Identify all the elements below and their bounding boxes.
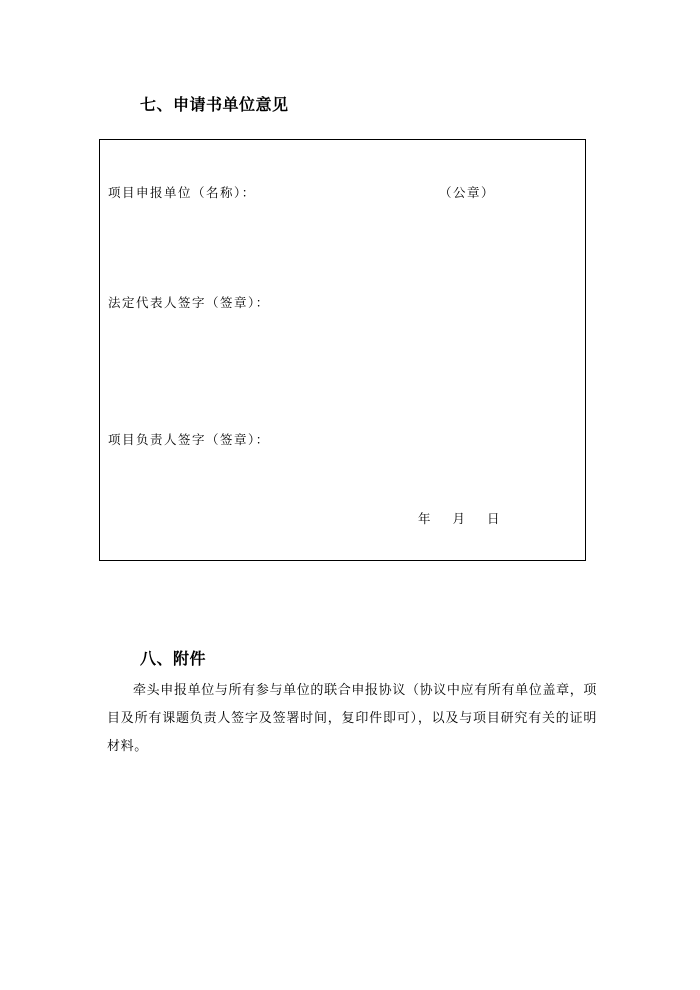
section-eight-title: 八、附件 — [140, 649, 207, 668]
unit-opinion-box — [99, 139, 586, 561]
signature-date — [418, 509, 500, 527]
attachment-description: 牵头申报单位与所有参与单位的联合申报协议（协议中应有所有单位盖章，项目及所有课题负责人签字及签署时间，复印件即可），以及与项目研究有关的证明材料。 — [107, 683, 597, 754]
official-seal-label: （公章） — [439, 185, 496, 200]
project-leader-signature-label: 项目负责人签字（签章）： — [108, 432, 270, 447]
date-day-label: 日 — [487, 511, 500, 526]
date-year-label: 年 — [418, 511, 431, 526]
legal-representative-signature-label: 法定代表人签字（签章）： — [108, 295, 270, 310]
applicant-unit-label: 项目申报单位（名称）： — [108, 185, 256, 200]
date-month-label: 月 — [452, 511, 466, 526]
section-seven-title: 七、申请书单位意见 — [140, 95, 289, 114]
